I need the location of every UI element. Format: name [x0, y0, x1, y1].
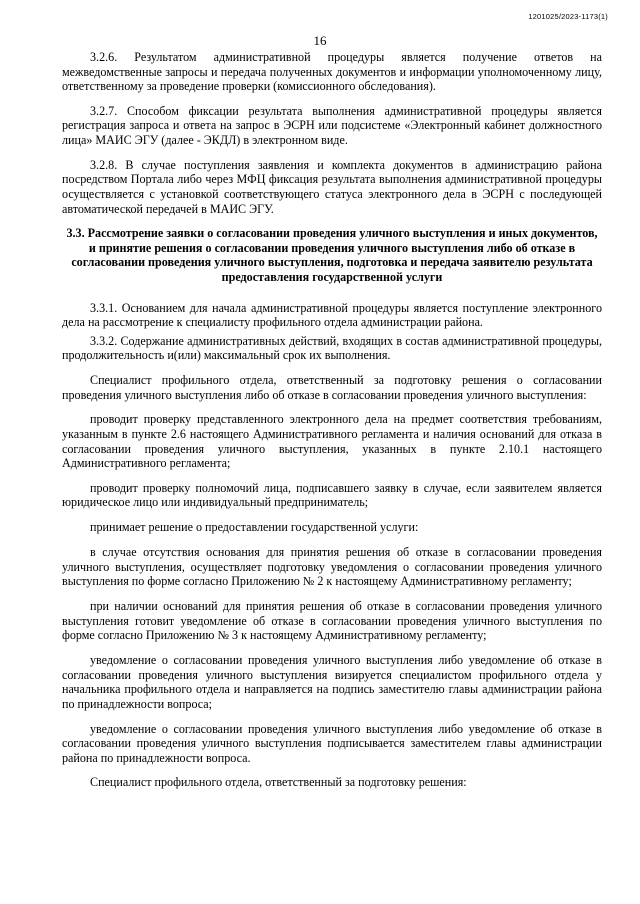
paragraph-3-2-7: 3.2.7. Способом фиксации результата выполнения административной процедуры является регистрация запроса и ответа на запрос в ЭСРН или подсистеме «Электронный кабинет должностного лица» МАИС ЭГУ (далее - ЭКДЛ) в электронном виде.: [62, 103, 602, 148]
document-body: [62, 50, 602, 800]
section-3-3-heading: 3.3. Рассмотрение заявки о согласовании проведения уличного выступления и иных документов, и принятие решения о согласовании проведения уличного выступления либо об отказе в согласовании проведения уличного выступления, подготовка и передача заявителю результата предоставления государственной услуги: [66, 226, 598, 284]
paragraph-decision: принимает решение о предоставлении государственной услуги:: [90, 520, 419, 535]
paragraph-signed: уведомление о согласовании проведения уличного выступления либо уведомление об отказе в согласовании проведения уличного выступления подписывается заместителем главы администрации района по принадлежности вопроса.: [62, 721, 602, 765]
paragraph-check-documents: проводит проверку представленного электронного дела на предмет соответствия требованиям, указанным в пункте 2.6 настоящего Административного регламента и наличия оснований для отказа в согласовании проведения уличного выступления, указанных в пункте 2.10.1 настоящего Административного регламента;: [62, 412, 602, 471]
paragraph-grounds: при наличии оснований для принятия решения об отказе в согласовании проведения уличного выступления готовит уведомление об отказе в согласовании проведения уличного выступления по форме согласно Приложению № 3 к настоящему Административному регламенту;: [62, 599, 602, 643]
paragraph-3-2-8: 3.2.8. В случае поступления заявления и комплекта документов в администрацию района посредством Портала либо через МФЦ фиксация результата выполнения административной процедуры осуществляется с установкой соответствующего статуса электронного дела в ЭСРН с последующей автоматической передачей в МАИС ЭГУ.: [62, 157, 602, 216]
paragraph-3-3-2: 3.3.2. Содержание административных действий, входящих в состав административной процедуры, продолжительность и(или) максимальный срок их выполнения.: [62, 333, 602, 363]
document-number: 1201025/2023-1173(1): [528, 12, 608, 21]
paragraph-no-grounds: в случае отсутствия основания для принятия решения об отказе в согласовании проведения уличного выступления, осуществляет подготовку уведомления о согласовании проведения уличного выступления по форме согласно Приложению № 2 к настоящему Административному регламенту;: [62, 545, 602, 589]
paragraph-specialist-intro: Специалист профильного отдела, ответственный за подготовку решения о согласовании проведения уличного выступления либо об отказе в согласовании проведения уличного выступления:: [62, 373, 602, 402]
paragraph-3-3-1: 3.3.1. Основанием для начала административной процедуры является поступление электронного дела на рассмотрение к специалисту профильного отдела администрации района.: [62, 300, 602, 330]
paragraph-3-2-6: 3.2.6. Результатом административной процедуры является получение ответов на межведомственные запросы и передача полученных документов и информации уполномоченному лицу, ответственному за проведение проверки (комиссионного обследования).: [62, 50, 602, 94]
paragraph-check-authority: проводит проверку полномочий лица, подписавшего заявку в случае, если заявителем является юридическое лицо или индивидуальный предприниматель;: [62, 480, 602, 510]
paragraph-visa: уведомление о согласовании проведения уличного выступления либо уведомление об отказе в согласовании проведения уличного выступления визируется специалистом профильного отдела у начальника профильного отдела и направляется на подпись заместителю главы администрации района по принадлежности вопроса;: [62, 653, 602, 711]
paragraph-specialist-responsible: Специалист профильного отдела, ответственный за подготовку решения:: [90, 775, 467, 790]
page-number: 16: [313, 33, 327, 48]
